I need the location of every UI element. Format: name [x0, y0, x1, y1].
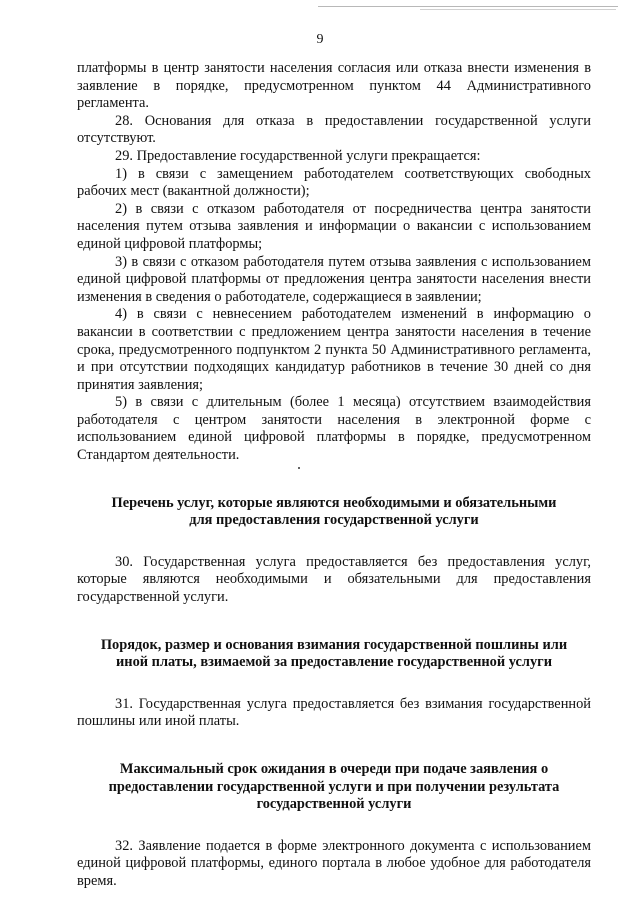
paragraph-29-item-4: 4) в связи с невнесением работодателем изменений в информацию о вакансии в соответствии с предложением центра занятости населения в течение срока, предусмотренного подпунктом 2 пункта 50 Административного регламента, и при отсутствии подходящих кандидатур работников в течение 30 дней со дня принятия заявления; [77, 306, 591, 393]
paragraph-29-item-5: 5) в связи с длительным (более 1 месяца) отсутствием взаимодействия работодателя с центром занятости населения в электронной форме с использованием единой цифровой платформы в порядке, предусмотренном Стандартом деятельности. [77, 394, 591, 464]
paragraph-30: 30. Государственная услуга предоставляется без предоставления услуг, которые являются необходимыми и обязательными для предоставления государственной услуги. [77, 553, 591, 606]
paragraph-32: 32. Заявление подается в форме электронного документа с использованием единой цифровой платформы, единого портала в любое удобное для работодателя время. [77, 837, 591, 889]
page-number: 9 [316, 32, 324, 47]
paragraph-29-item-3: 3) в связи с отказом работодателя путем отзыва заявления с использованием единой цифровой платформы от предложения центра занятости населения внести изменения в сведения о работодателе, содержащиеся в заявлении; [77, 253, 591, 305]
paragraph-29: 29. Предоставление государственной услуги прекращается: [115, 147, 481, 164]
section-heading-queue-time: Максимальный срок ожидания в очереди при подаче заявления о предоставлении государственной услуги и при получении результата государственной услуги [108, 761, 560, 813]
scan-top-line-2 [420, 9, 616, 10]
paragraph-continuation: платформы в центр занятости населения согласия или отказа внести изменения в заявление в порядке, предусмотренном пунктом 44 Административного регламента. [77, 60, 591, 112]
scan-top-line [318, 6, 618, 7]
paragraph-31: 31. Государственная услуга предоставляется без взимания государственной пошлины или иной платы. [77, 695, 591, 730]
paragraph-28: 28. Основания для отказа в предоставлении государственной услуги отсутствуют. [77, 112, 591, 147]
paragraph-29-item-2: 2) в связи с отказом работодателя от посредничества центра занятости населения путем отзыва заявления и информации о вакансии с использованием единой цифровой платформы; [77, 200, 591, 252]
paragraph-29-item-1: 1) в связи с замещением работодателем соответствующих свободных рабочих мест (вакантной должности); [77, 165, 591, 200]
section-heading-necessary-services: Перечень услуг, которые являются необходимыми и обязательными для предоставления государственной услуги [111, 494, 557, 529]
scan-speck [298, 467, 300, 469]
section-heading-state-fee: Порядок, размер и основания взимания государственной пошлины или иной платы, взимаемой за предоставление государственной услуги [100, 636, 568, 671]
document-body [77, 60, 591, 891]
